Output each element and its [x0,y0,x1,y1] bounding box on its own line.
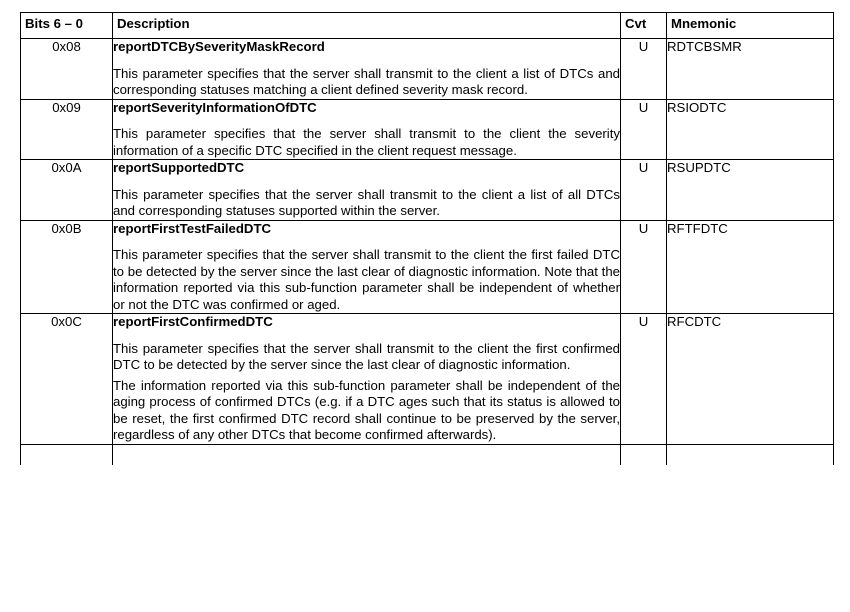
description-cell [113,220,621,314]
parameter-name: reportFirstTestFailedDTC [113,220,272,236]
description-cell [113,160,621,221]
subfunction-table [20,12,834,465]
mnemonic-cell: RFCDTC [667,314,834,445]
convention-cell: U [621,99,667,160]
parameter-name: reportDTCBySeverityMaskRecord [113,39,325,54]
parameter-description: This parameter specifies that the server shall transmit to the client a list of DTCs and corresponding statuses matching a client defined severity mask record. [113,65,620,97]
convention-cell: U [621,39,667,100]
subfunction-value: 0x08 [21,39,113,100]
table-row [21,314,834,445]
mnemonic-cell: RSIODTC [667,99,834,160]
header-bits: Bits 6 – 0 [21,13,113,39]
table-header-row [21,13,834,39]
parameter-description: This parameter specifies that the server shall transmit to the client the severity information of a specific DTC specified in the client request message. [113,126,620,158]
empty-cell [667,444,834,465]
table-row-continued [21,444,834,465]
parameter-name: reportFirstConfirmedDTC [113,314,273,329]
subfunction-value: 0x0C [21,314,113,445]
header-mnemonic: Mnemonic [667,13,834,39]
mnemonic-cell: RFTFDTC [667,220,834,314]
subfunction-value: 0x09 [21,99,113,160]
parameter-description: This parameter specifies that the server shall transmit to the client the first failed DTC to be detected by the server since the last clear of diagnostic information. Note that the information reported via this sub-function parameter shall be independent of whether or not the DTC was confirmed or aged. [113,247,620,312]
parameter-description: The information reported via this sub-function parameter shall be independent of the aging process of confirmed DTCs (e.g. if a DTC ages such that its status is allowed to be reset, the first confirmed DTC record shall continue to be preserved by the server, regardless of any other DTCs that become confirmed afterwards). [113,377,620,442]
parameter-name: reportSeverityInformationOfDTC [113,99,317,115]
convention-cell: U [621,314,667,445]
description-cell [113,99,621,160]
parameter-name: reportSupportedDTC [113,160,245,175]
description-cell [113,39,621,100]
header-cvt: Cvt [621,13,667,39]
description-cell [113,314,621,445]
convention-cell: U [621,220,667,314]
table-row [21,39,834,100]
table-row [21,160,834,221]
empty-cell [621,444,667,465]
parameter-description: This parameter specifies that the server shall transmit to the client a list of all DTCs and corresponding statuses supported within the server. [113,186,620,218]
parameter-description: This parameter specifies that the server shall transmit to the client the first confirmed DTC to be detected by the server since the last clear of diagnostic information. [113,340,620,372]
mnemonic-cell: RDTCBSMR [667,39,834,100]
subfunction-value: 0x0A [21,160,113,221]
mnemonic-cell: RSUPDTC [667,160,834,221]
empty-cell [21,444,113,465]
subfunction-value: 0x0B [21,220,113,314]
table-row [21,99,834,160]
convention-cell: U [621,160,667,221]
empty-cell [113,444,621,465]
table-row [21,220,834,314]
header-description: Description [113,13,621,39]
